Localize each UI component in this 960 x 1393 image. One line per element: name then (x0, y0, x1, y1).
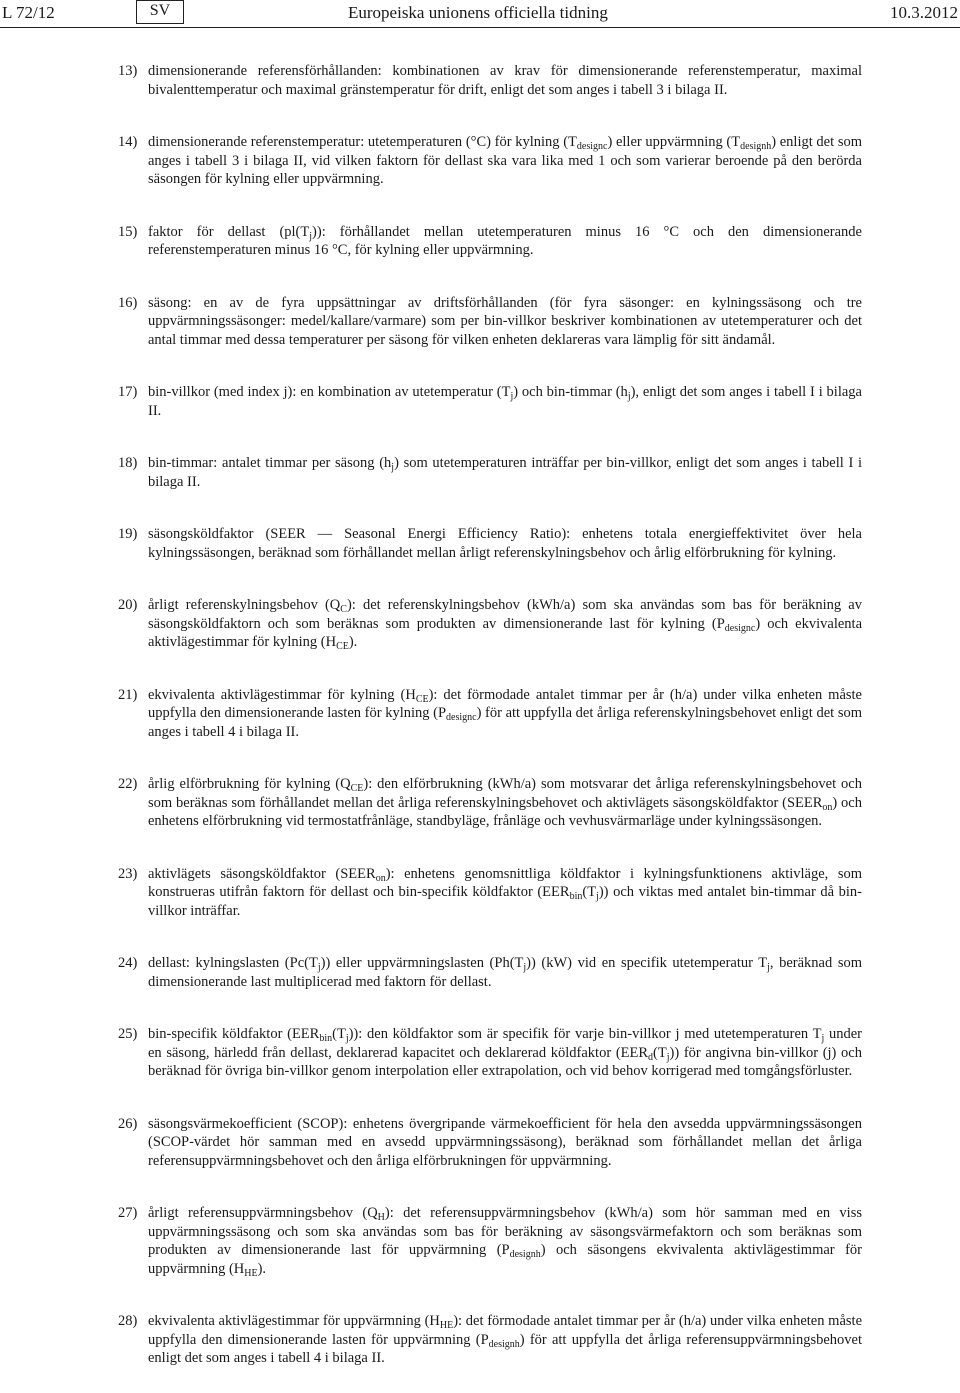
definition-item (118, 596, 862, 652)
item-text: bin-specifik köldfaktor $(EER_{bin}(T_j))$: den köldfaktor som är specifik för varje bin-villkor j med utetemperaturen $T_j$ under en säsong, härledd från dellast, deklarerad kapacitet och deklarerad köldfaktor $(EER_d(T_j))$ för angivna bin-villkor (j) och beräknad för övriga bin-villkor genom interpolation eller extrapolation, och vid behov korrigerad med tomgångsförluster. (148, 1026, 862, 1079)
item-text: ekvivalenta aktivlägestimmar för uppvärmning $(H_{HE})$: det förmodade antalet timmar per år (h/a) under vilka enheten måste uppfylla den dimensionerande lasten för uppvärmning $(P_{designh})$ för att uppfylla det årliga referensuppvärmningsbehovet enligt det som anges i tabell 4 i bilaga II. (148, 1313, 862, 1366)
item-number: 26) (118, 1115, 138, 1132)
item-number: 13) (118, 63, 138, 79)
language-box: SV (136, 0, 184, 24)
item-number: 15) (118, 223, 138, 240)
item-text: faktor för dellast $(pl(T_j))$: förhållandet mellan utetemperaturen minus 16 °C och den dimensionerande referenstemperaturen minus 16 °C, för kylning eller uppvärmning. (148, 223, 862, 258)
item-text: säsongsköldfaktor (SEER — Seasonal Energi Efficiency Ratio): enhetens totala energieffektivitet över hela kylningssäsongen, beräknad som förhållandet mellan årligt referenskylningsbehov och årlig elförbrukning för kylning. (148, 526, 862, 561)
item-number: 27) (118, 1205, 138, 1221)
item-number: 22) (118, 776, 138, 792)
definition-item (118, 1204, 862, 1278)
item-number: 14) (118, 134, 138, 150)
item-number: 20) (118, 597, 138, 613)
item-text: dimensionerande referensförhållanden: kombinationen av krav för dimensionerande referenstemperatur, maximal bivalenttemperatur och maximal gränstemperatur för drift, enligt det som anges i tabell 3 i bilaga II. (148, 63, 862, 98)
item-text: årligt referensuppvärmningsbehov $(Q_H)$: det referensuppvärmningsbehov (kWh/a) som hör samman med en viss uppvärmningssäsong och som ska användas som bas för beräkning av säsongsvärmefaktorn och som beräknas som produkten av dimensionerande last för uppvärmning $(P_{designh})$ och säsongens ekvivalenta aktivlägestimmar för uppvärmning $(H_{HE})$. (148, 1205, 862, 1279)
item-number: 24) (118, 955, 138, 971)
definition-item (118, 454, 862, 491)
definition-item (118, 223, 862, 260)
item-number: 19) (118, 526, 138, 542)
definition-item (118, 954, 862, 991)
definition-item (118, 1025, 862, 1081)
item-number: 28) (118, 1313, 138, 1329)
item-text: säsong: en av de fyra uppsättningar av driftsförhållanden (för fyra säsonger: en kylningssäsong och tre uppvärmningssäsonger: medel/kallare/varmare) som per bin-villkor beskriver kombinationen av utetemperaturer och det antal timmar med dessa temperaturer per säsong för vilken enheten deklareras vara lämplig för sitt ändamål. (148, 294, 862, 348)
definition-item (118, 133, 862, 189)
item-text: ekvivalenta aktivlägestimmar för kylning $(H_{CE})$: det förmodade antalet timmar per år (h/a) under vilka enheten måste uppfylla den dimensionerande lasten för kylning $(P_{designc})$ för att uppfylla det årliga referenskylningsbehovet enligt det som anges i tabell 4 i bilaga II. (148, 686, 862, 740)
definition-item (118, 865, 862, 921)
definition-item (118, 294, 862, 350)
page-header (0, 0, 960, 30)
item-number: 21) (118, 686, 138, 703)
definition-item (118, 775, 862, 831)
item-text: aktivlägets säsongsköldfaktor $(SEER_{on})$: enhetens genomsnittliga köldfaktor i kylningsfunktionens aktivläge, som konstrueras utifrån faktorn för dellast och bin-specifik köldfaktor $(EER_{bin}(T_j))$ och viktas med antalet bin-timmar då bin-villkor inträffar. (148, 865, 862, 919)
item-text: dimensionerande referenstemperatur: utetemperaturen (°C) för kylning $(T_{designc})$ eller uppvärmning $(T_{designh})$ enligt det som anges i tabell 3 i bilaga II, vid vilken faktorn för dellast ska vara lika med 1 och som varierar beroende på den berörda säsongen för kylning eller uppvärmning. (148, 134, 863, 187)
page-reference: L 72/12 (2, 3, 55, 22)
definition-item (118, 62, 862, 99)
item-text: årlig elförbrukning för kylning $(Q_{CE})$: den elförbrukning (kWh/a) som motsvarar det årliga referenskylningsbehovet och som beräknas som förhållandet mellan det årliga referenskylningsbehovet och aktivlägets säsongsköldfaktor $(SEER_{on})$ och enhetens elförbrukning vid termostatfrånläge, standbyläge, frånläge och vevhusvärmarläge under kylningssäsongen. (148, 776, 862, 829)
item-number: 23) (118, 865, 138, 882)
item-number: 16) (118, 294, 138, 311)
definition-list (118, 62, 862, 1368)
definition-item (118, 686, 862, 742)
item-text: säsongsvärmekoefficient (SCOP): enhetens övergripande värmekoefficient för hela den avsedda uppvärmningssäsongen (SCOP-värdet hör samman med en avsedd uppvärmningssäsong), beräknad som förhållandet mellan det årliga referensuppvärmningsbehovet och den årliga elförbrukningen för uppvärmning. (148, 1115, 862, 1169)
item-text: dellast: kylningslasten $(Pc(T_j))$ eller uppvärmningslasten $(Ph(T_j))$ (kW) vid en specifik utetemperatur $T_j$, beräknad som dimensionerande last multiplicerad med faktorn för dellast. (148, 955, 862, 990)
definition-item (118, 1115, 862, 1171)
item-text: årligt referenskylningsbehov $(Q_C)$: det referenskylningsbehov (kWh/a) som ska användas som bas för beräkning av säsongsköldfaktorn och som beräknas som produkten av dimensionerande last för kylning $(P_{designc})$ och ekvivalenta aktivlägestimmar för kylning $(H_{CE})$. (148, 597, 863, 652)
header-rule (0, 27, 960, 28)
item-number: 17) (118, 384, 138, 400)
item-text: bin-villkor (med index j): en kombination av utetemperatur $(T_j)$ och bin-timmar $(h_j)$, enligt det som anges i tabell I i bilaga II. (148, 384, 862, 419)
publication-date: 10.3.2012 (890, 3, 958, 22)
definition-item (118, 1312, 862, 1368)
item-text: bin-timmar: antalet timmar per säsong $(h_j)$ som utetemperaturen inträffar per bin-villkor, enligt det som anges i tabell I i bilaga II. (148, 455, 862, 490)
item-number: 25) (118, 1026, 138, 1042)
journal-title: Europeiska unionens officiella tidning (348, 3, 608, 22)
definition-item (118, 383, 862, 420)
definition-item (118, 525, 862, 562)
item-number: 18) (118, 455, 138, 471)
